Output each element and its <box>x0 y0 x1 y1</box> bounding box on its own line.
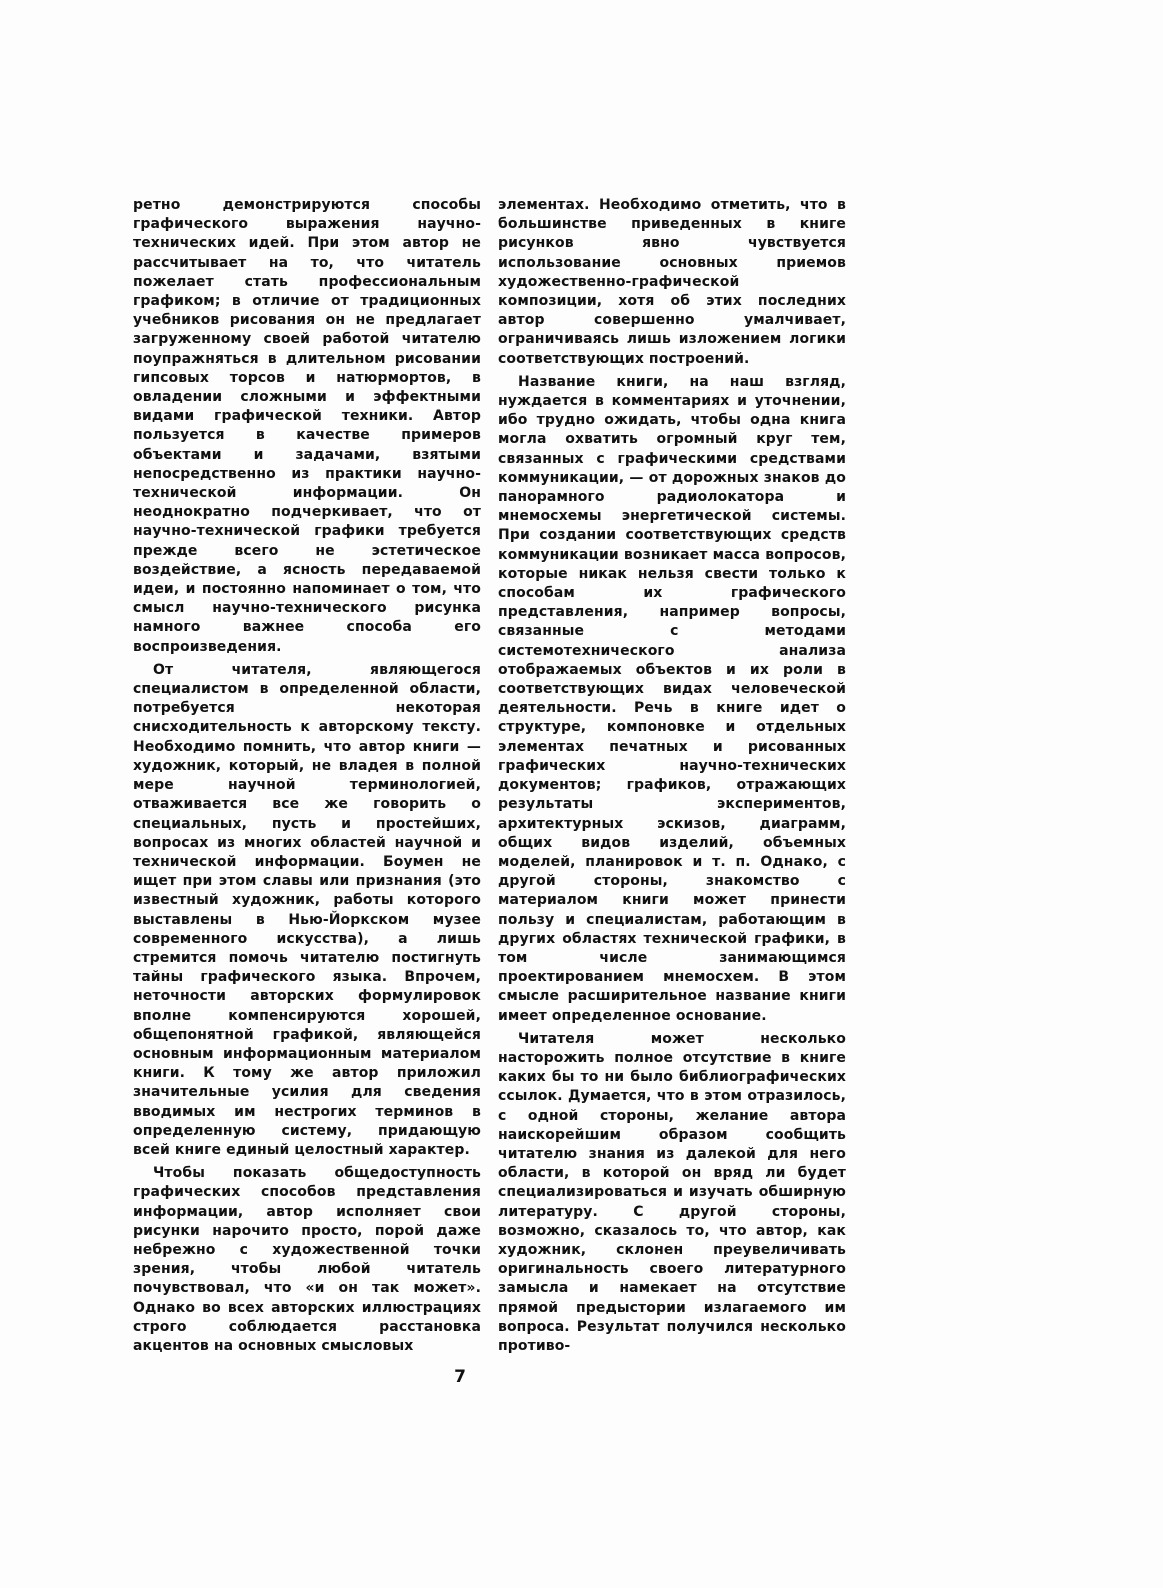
paragraph: элементах. Необходимо отметить, что в большинстве приведенных в книге рисунков явно чувствуется использование основных приемов художественно-графической композиции, хотя об этих последних автор совершенно умалчивает, ограничиваясь лишь изложением логики соответствующих построений. <box>498 197 846 367</box>
right-text-column <box>498 196 846 1356</box>
left-text-column <box>133 196 481 1356</box>
paragraph: Название книги, на наш взгляд, нуждается в комментариях и уточнении, ибо трудно ожидать, чтобы одна книга могла охватить огромный круг тем, связанных с графическими средствами коммуникации, — от дорожных знаков до панорамного радиолокатора и мнемосхемы энергетической системы. При создании соответствующих средств коммуникации возникает масса вопросов, которые никак нельзя свести только к способам их графического представления, например вопросы, связанные с методами системотехнического анализа отображаемых объектов и их роли в соответствующих видах человеческой деятельности. Речь в книге идет о структуре, компоновке и отдельных элементах печатных и рисованных графических научно-технических документов; графиков, отражающих результаты экспериментов, архитектурных эскизов, диаграмм, общих видов изделий, объемных моделей, планировок и т. п. Однако, с другой стороны, знакомство с материалом книги может принести пользу и специалистам, работающим в других областях технической графики, в том числе занимающимся проектированием мнемосхем. В этом смысле расширительное название книги имеет определенное основание. <box>498 373 846 1024</box>
paragraph: Чтобы показать общедоступность графических способов представления информации, автор исполняет свои рисунки нарочито просто, порой даже небрежно с художественной точки зрения, чтобы любой читатель почувствовал, что «и он так может». Однако во всех авторских иллюстрациях строго соблюдается расстановка акцентов на основных смысловых <box>133 1165 481 1354</box>
paragraph: От читателя, являющегося специалистом в определенной области, потребуется некоторая снисходительность к авторскому тексту. Необходимо помнить, что автор книги — художник, который, не владея в полной мере научной терминологией, отваживается все же говорить о специальных, пусть и простейших, вопросах из многих областей научной и технической информации. Боумен не ищет при этом славы или признания (это известный художник, работы которого выставлены в Нью-Йоркском музее современного искусства), а лишь стремится помочь читателю постигнуть тайны графического языка. Впрочем, неточности авторских формулировок вполне компенсируются хорошей, общепонятной графикой, являющейся основным информационным материалом книги. К тому же автор приложил значительные усилия для сведения вводимых им нестрогих терминов в определенную систему, придающую всей книге единый целостный характер. <box>133 661 481 1158</box>
paragraph: Читателя может несколько насторожить полное отсутствие в книге каких бы то ни было библиографических ссылок. Думается, что в этом отразилось, с одной стороны, желание автора наискорейшим образом сообщить читателю знания из далекой для него области, в которой он вряд ли будет специализироваться и изучать обширную литературу. С другой стороны, возможно, сказалось то, что автор, как художник, склонен преувеличивать оригинальность своего литературного замысла и намекает на отсутствие прямой предыстории излагаемого им вопроса. Результат получился несколько противо- <box>498 1030 846 1354</box>
page-number: 7 <box>454 1367 466 1387</box>
paragraph: ретно демонстрируются способы графического выражения научно-технических идей. При этом автор не рассчитывает на то, что читатель пожелает стать профессиональным графиком; в отличие от традиционных учебников рисования он не предлагает загруженному своей работой читателю поупражняться в длительном рисовании гипсовых торсов и натюрмортов, в овладении сложными и эффектными видами графической техники. Автор пользуется в качестве примеров объектами и задачами, взятыми непосредственно из практики научно-технической информации. Он неоднократно подчеркивает, что от научно-технической графики требуется прежде всего не эстетическое воздействие, а ясность передаваемой идеи, и постоянно напоминает о том, что смысл научно-технического рисунка намного важнее способа его воспроизведения. <box>133 197 481 655</box>
